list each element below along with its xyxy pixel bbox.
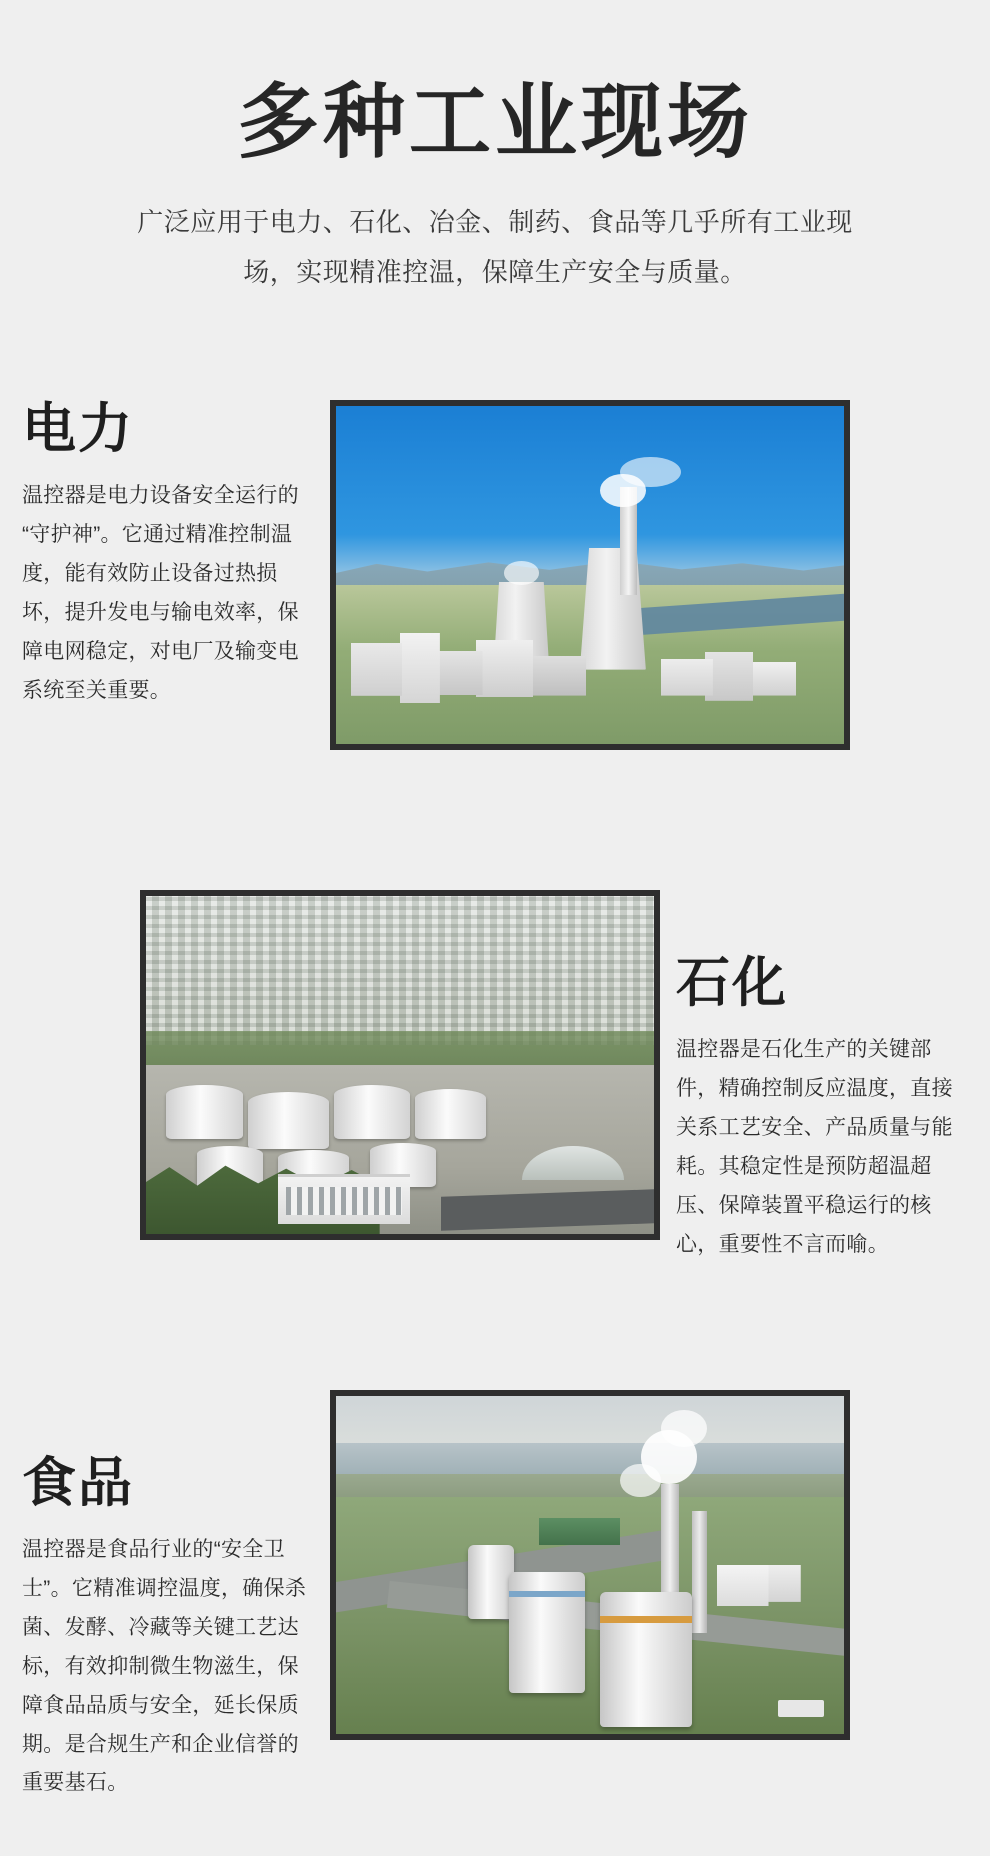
- section-petrochemical-image: [140, 890, 660, 1240]
- page-subtitle: 广泛应用于电力、石化、冶金、制药、食品等几乎所有工业现场，实现精准控温，保障生产安全与质量。: [137, 207, 853, 287]
- steam-plume-icon: [661, 1410, 707, 1447]
- power-plant-warehouses: [661, 649, 834, 710]
- truck-icon: [778, 1700, 824, 1717]
- oil-tank-icon: [166, 1085, 242, 1139]
- section-power-text: [0, 400, 330, 710]
- section-food-description: 温控器是食品行业的“安全卫士”。它精准调控温度，确保杀菌、发酵、冷藏等关键工艺达标，有效抑制微生物滋生，保障食品品质与安全，延长保质期。是合规生产和企业信誉的重要基石。: [22, 1538, 307, 1795]
- storage-silo-icon: [468, 1545, 514, 1619]
- section-power: [0, 400, 990, 750]
- power-plant-buildings: [351, 629, 635, 717]
- oil-tank-icon: [248, 1092, 329, 1149]
- section-power-title: 电力: [22, 399, 134, 459]
- green-building: [539, 1518, 620, 1545]
- section-food: [0, 1390, 990, 1803]
- plant-buildings: [717, 1565, 829, 1606]
- section-food-text: [0, 1390, 330, 1803]
- section-power-image: [330, 400, 850, 750]
- city-skyline-layer: [146, 896, 654, 1045]
- section-petrochemical-description: 温控器是石化生产的关键部件，精确控制反应温度，直接关系工艺安全、产品质量与能耗。其稳定性是预防超温超压、保障装置平稳运行的核心，重要性不言而喻。: [676, 1038, 953, 1256]
- steam-plume-icon: [620, 1464, 661, 1498]
- oil-tank-icon: [334, 1085, 410, 1139]
- smoke-plume-icon: [504, 561, 540, 585]
- storage-silo-icon: [600, 1592, 691, 1727]
- distillation-column-icon: [692, 1511, 707, 1633]
- section-food-image: [330, 1390, 850, 1740]
- section-food-title: 食品: [22, 1453, 134, 1513]
- storage-silo-icon: [509, 1572, 585, 1694]
- sea-layer: [336, 1443, 844, 1477]
- white-building: [278, 1174, 410, 1224]
- section-petrochemical-text: [660, 890, 990, 1264]
- section-petrochemical: [0, 890, 990, 1264]
- page-title: 多种工业现场: [236, 77, 753, 168]
- smoke-plume-icon: [620, 457, 681, 487]
- page-header: [0, 0, 990, 297]
- section-petrochemical-title: 石化: [676, 953, 788, 1013]
- oil-tank-icon: [415, 1089, 486, 1140]
- section-power-description: 温控器是电力设备安全运行的“守护神”。它通过精准控制温度，能有效防止设备过热损坏，提升发电与输电效率，保障电网稳定，对电厂及输变电系统至关重要。: [22, 484, 299, 702]
